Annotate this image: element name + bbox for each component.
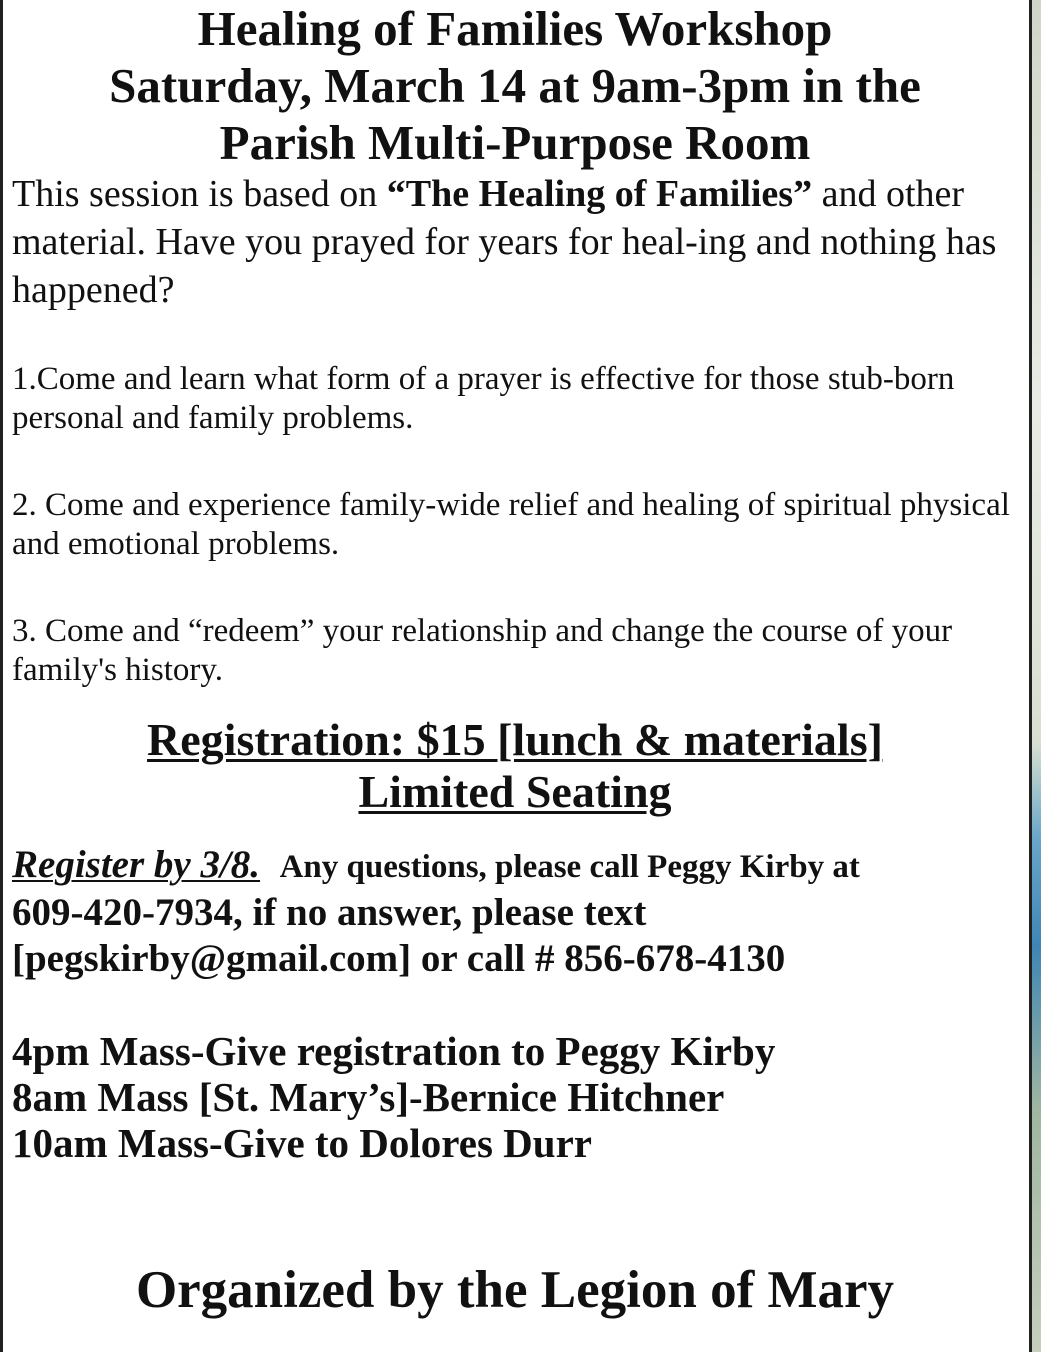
registration-fee: Registration: $15 [lunch & materials] xyxy=(147,714,883,765)
mass-item-4pm: 4pm Mass-Give registration to Peggy Kirby xyxy=(12,1028,776,1074)
benefit-item-3: 3. Come and “redeem” your relationship and change the course of your family's history. xyxy=(12,613,953,688)
intro-text-before: This session is based on xyxy=(12,173,387,215)
mass-schedule xyxy=(12,1028,1022,1166)
email-line: [pegskirby@gmail.com] or call # 856-678-4130 xyxy=(12,937,786,980)
mass-item-8am: 8am Mass [St. Mary’s]-Bernice Hitchner xyxy=(12,1074,725,1120)
title-line-2: Saturday, March 14 at 9am-3pm in the xyxy=(109,58,921,113)
registration-info xyxy=(10,714,1020,818)
contact-info xyxy=(12,842,1022,982)
workshop-title xyxy=(10,0,1020,171)
organizer-footer: Organized by the Legion of Mary xyxy=(135,1261,895,1319)
benefit-item-2: 2. Come and experience family-wide relief and healing of spiritual physical and emotional problems. xyxy=(12,487,1010,562)
title-line-1: Healing of Families Workshop xyxy=(197,1,833,56)
register-by-deadline: Register by 3/8. xyxy=(12,843,261,886)
adjacent-image-edge xyxy=(1032,0,1041,1352)
mass-item-10am: 10am Mass-Give to Dolores Durr xyxy=(12,1120,592,1166)
questions-text: Any questions, please call Peggy Kirby at xyxy=(279,849,860,885)
intro-text-after: and other material. Have you prayed for years for heal-ing and nothing has happened? xyxy=(12,173,997,311)
left-border-line xyxy=(0,0,3,1352)
intro-book-title: “The Healing of Families” xyxy=(386,173,813,215)
benefit-item-1: 1.Come and learn what form of a prayer is effective for those stub-born personal and family problems. xyxy=(12,361,955,436)
phone-line: 609-420-7934, if no answer, please text xyxy=(12,891,647,934)
limited-seating: Limited Seating xyxy=(358,766,672,817)
title-line-3: Parish Multi-Purpose Room xyxy=(219,115,811,170)
intro-paragraph xyxy=(12,170,1022,314)
